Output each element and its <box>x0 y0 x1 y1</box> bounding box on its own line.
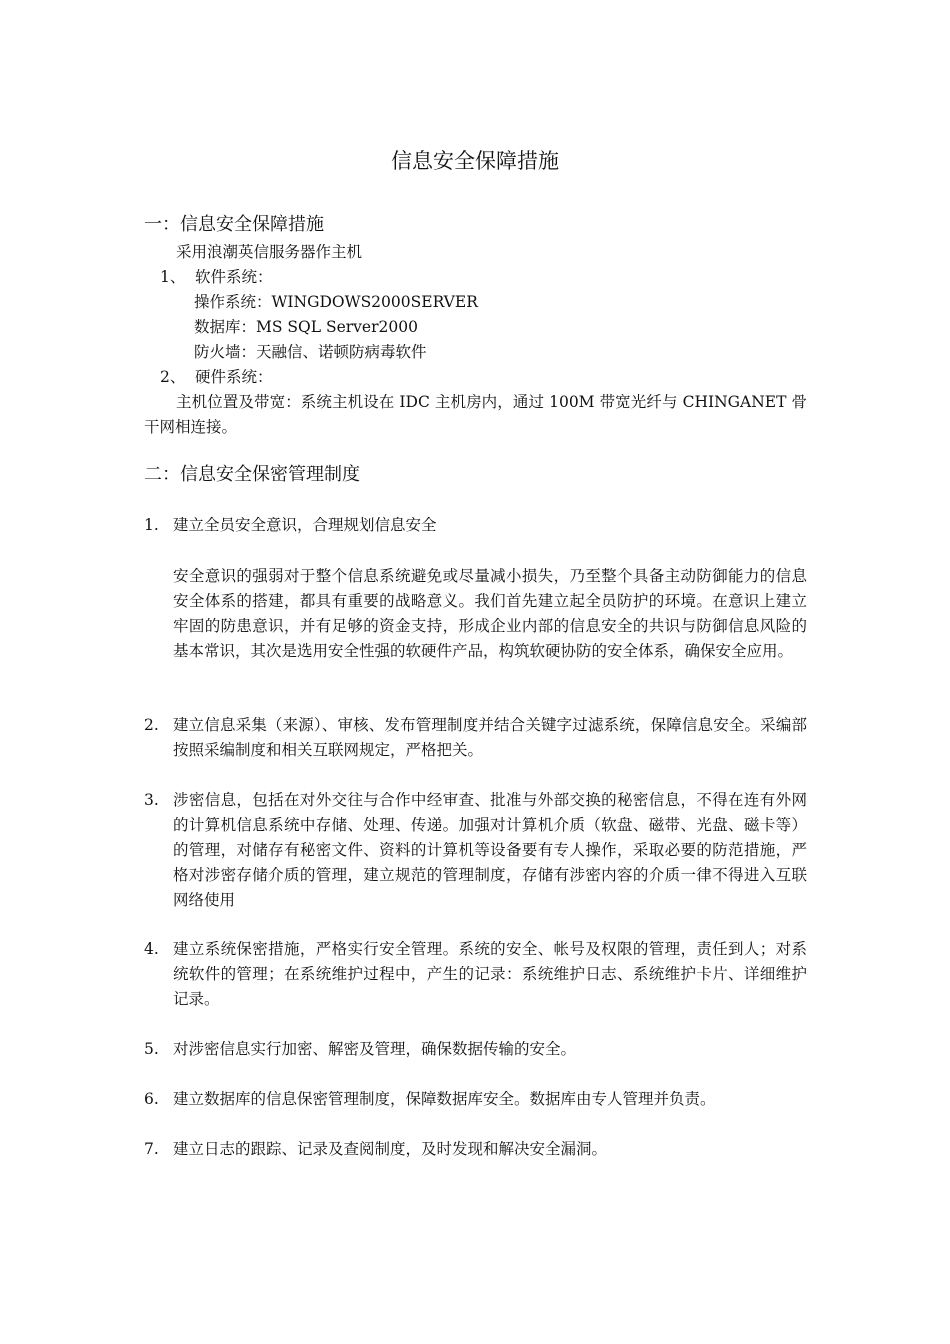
list-item-number: 5. <box>144 1040 159 1058</box>
list-item-paragraph: 安全意识的强弱对于整个信息系统避免或尽量减小损失，乃至整个具备主动防御能力的信息安全体系的搭建，都具有重要的战略意义。我们首先建立起全员防护的环境。在意识上建立牢固的防患意识，并有足够的资金支持，形成企业内部的信息安全的共识与防御信息风险的基本常识，其次是选用安全性强的软硬件产品，构筑软硬协防的安全体系，确保安全应用。 <box>173 567 807 660</box>
list-item-number: 6. <box>144 1090 159 1108</box>
list-item-number: 3. <box>144 791 159 809</box>
os-line: 操作系统：WINGDOWS2000SERVER <box>194 293 478 311</box>
list-item-text: 涉密信息，包括在对外交往与合作中经审查、批准与外部交换的秘密信息，不得在连有外网的计算机信息系统中存储、处理、传递。加强对计算机介质（软盘、磁带、光盘、磁卡等）的管理，对储存有秘密文件、资料的计算机等设备要有专人操作，采取必要的防范措施，严格对涉密存储介质的管理，建立规范的管理制度，存储有涉密内容的介质一律不得进入互联网络使用 <box>173 791 807 909</box>
section1-intro: 采用浪潮英信服务器作主机 <box>176 243 363 261</box>
list-item-number: 1. <box>144 516 159 534</box>
list-item-text: 建立系统保密措施，严格实行安全管理。系统的安全、帐号及权限的管理，责任到人；对系统软件的管理；在系统维护过程中，产生的记录：系统维护日志、系统维护卡片、详细维护记录。 <box>173 940 807 1008</box>
item1-label: 1、 <box>160 268 186 286</box>
item2-text: 硬件系统： <box>195 368 273 386</box>
list-item-text: 建立日志的跟踪、记录及查阅制度，及时发现和解决安全漏洞。 <box>173 1140 608 1158</box>
list-item-number: 7. <box>144 1140 159 1158</box>
section2-heading: 二：信息安全保密管理制度 <box>144 464 360 485</box>
db-line: 数据库：MS SQL Server2000 <box>194 318 418 336</box>
list-item-number: 2. <box>144 716 159 734</box>
list-item-text: 建立数据库的信息保密管理制度，保障数据库安全。数据库由专人管理并负责。 <box>173 1090 716 1108</box>
list-item-number: 4. <box>144 940 159 958</box>
list-item-text: 建立全员安全意识，合理规划信息安全 <box>173 516 437 534</box>
firewall-line: 防火墙：天融信、诺顿防病毒软件 <box>194 343 427 361</box>
item2-label: 2、 <box>160 368 186 386</box>
list-item-text: 对涉密信息实行加密、解密及管理，确保数据传输的安全。 <box>173 1040 577 1058</box>
list-item-text: 建立信息采集（来源）、审核、发布管理制度并结合关键字过滤系统，保障信息安全。采编部按照采编制度和相关互联网规定，严格把关。 <box>173 716 807 759</box>
page-title: 信息安全保障措施 <box>391 149 559 173</box>
section1-heading: 一：信息安全保障措施 <box>144 214 324 235</box>
hardware-description: 主机位置及带宽：系统主机设在 IDC 主机房内，通过 100M 带宽光纤与 CHINGANET 骨干网相连接。 <box>144 393 807 436</box>
item1-text: 软件系统： <box>195 268 273 286</box>
